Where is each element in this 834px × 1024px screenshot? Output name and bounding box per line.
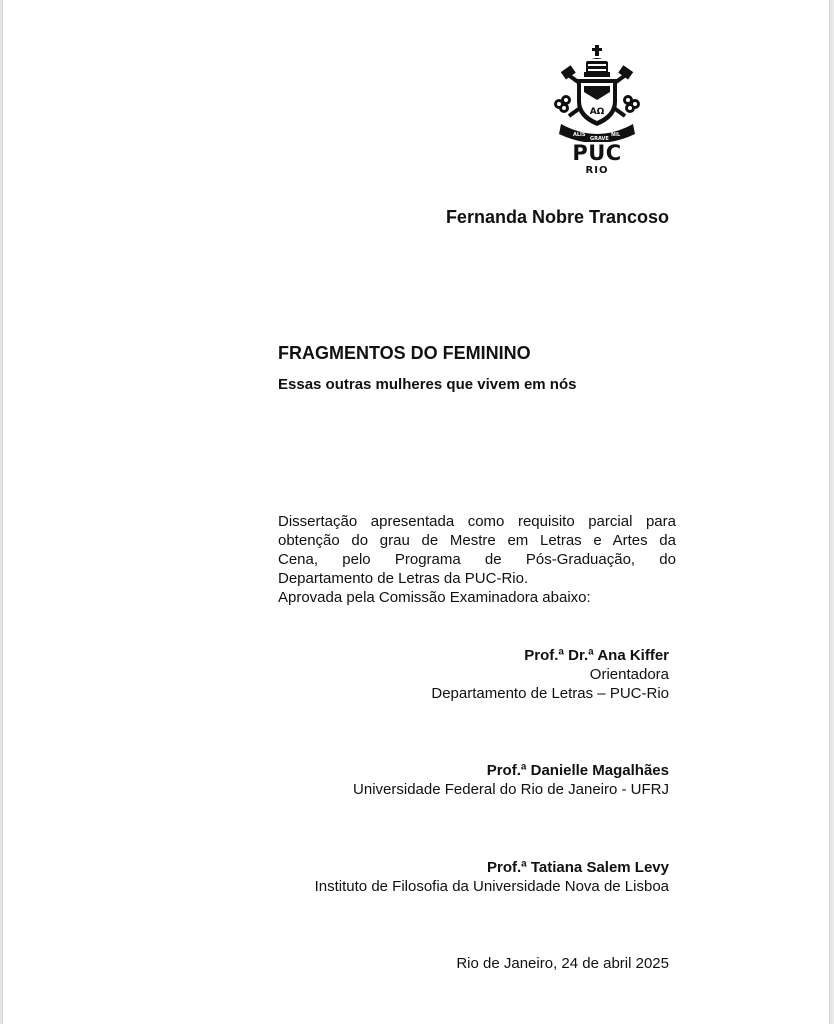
thesis-title: FRAGMENTOS DO FEMININO bbox=[278, 343, 531, 363]
author-name: Fernanda Nobre Trancoso bbox=[445, 207, 669, 227]
examiner-affiliation: Departamento de Letras – PUC-Rio bbox=[431, 685, 669, 702]
svg-text:ALIS: ALIS bbox=[573, 132, 586, 138]
examiner-3 bbox=[315, 858, 669, 896]
statement-line: Cena, pelo Programa de Pós-Graduação, do bbox=[278, 551, 676, 568]
examiner-2 bbox=[353, 761, 669, 799]
examiner-role: Orientadora bbox=[589, 666, 669, 683]
document-page bbox=[3, 0, 829, 1024]
logo-rio-text: RIO bbox=[585, 165, 609, 176]
examiner-1 bbox=[431, 646, 669, 703]
svg-text:NIL: NIL bbox=[611, 132, 621, 138]
puc-rio-crest-icon bbox=[553, 44, 641, 142]
logo-puc-text: PUC bbox=[572, 141, 622, 165]
svg-text:GRAVE: GRAVE bbox=[590, 136, 609, 142]
examiner-name: Prof.ª Danielle Magalhães bbox=[486, 762, 669, 779]
place-and-date: Rio de Janeiro, 24 de abril 2025 bbox=[456, 955, 669, 972]
statement-line: Departamento de Letras da PUC-Rio. bbox=[278, 570, 529, 587]
dissertation-statement bbox=[278, 512, 676, 607]
statement-line: Aprovada pela Comissão Examinadora abaixo: bbox=[278, 589, 591, 606]
statement-line: Dissertação apresentada como requisito parcial para bbox=[278, 513, 676, 530]
svg-text:AΩ: AΩ bbox=[589, 107, 605, 117]
examiner-affiliation: Instituto de Filosofia da Universidade Nova de Lisboa bbox=[314, 878, 669, 895]
thesis-subtitle: Essas outras mulheres que vivem em nós bbox=[278, 376, 577, 393]
examiner-affiliation: Universidade Federal do Rio de Janeiro - UFRJ bbox=[353, 781, 669, 798]
examiner-name: Prof.ª Dr.ª Ana Kiffer bbox=[524, 647, 669, 664]
puc-rio-logo bbox=[553, 44, 641, 184]
statement-line: obtenção do grau de Mestre em Letras e Artes da bbox=[278, 532, 676, 549]
examiner-name: Prof.ª Tatiana Salem Levy bbox=[486, 859, 669, 876]
